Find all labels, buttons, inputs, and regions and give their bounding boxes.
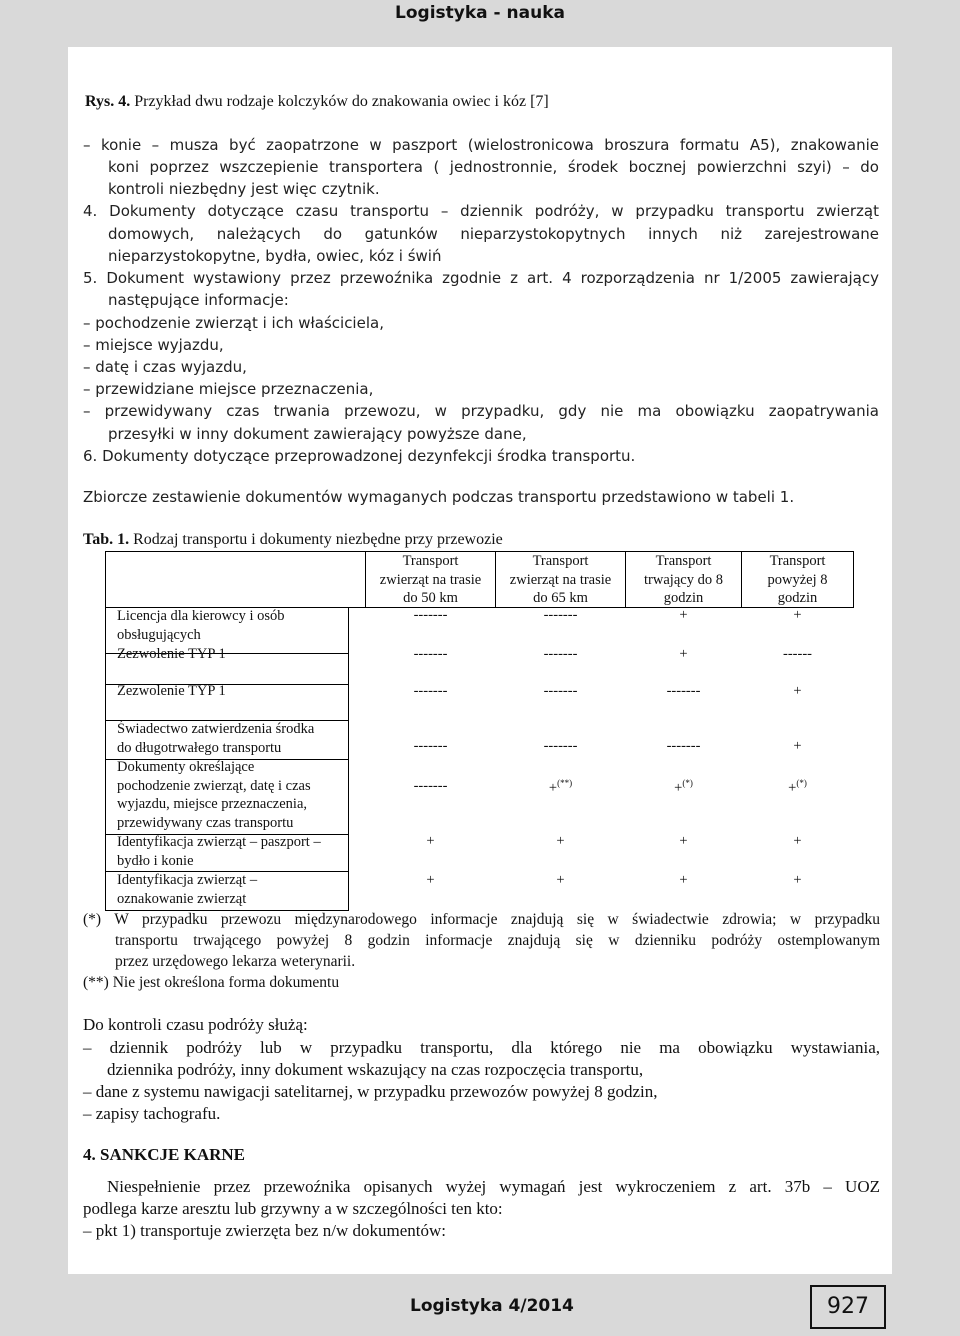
paragraph-horses-line-3: kontroli niezbędny jest więc czytnik. [108,180,380,198]
row-7-col-3: + [679,872,688,888]
paragraph-horses-line-1: – konie – musza być zaopatrzone w paszport (wielostronicowa broszura formatu A5), znakowanie [83,136,879,154]
running-header: Logistyka - nauka [395,3,565,23]
row-3-label [117,682,226,701]
item-6: 6. Dokumenty dotyczące przeprowadzonej dezynfekcji środka transportu. [83,447,636,465]
figure-caption-text: Przykład dwu rodzaje kolczyków do znakowania owiec i kóz [7] [134,93,549,110]
section-4-line-2: podlega karze aresztu lub grzywny a w szczególności ten kto: [83,1199,503,1218]
row-3-label-line-1: Zezwolenie TYP 1 [117,683,226,699]
row-4-col-2: ------- [543,738,578,754]
row-1-col-3: + [679,607,688,623]
item-4-line-1: 4. Dokumenty dotyczące czasu transportu – dziennik podróży, w przypadku transportu zwierząt [83,202,879,220]
header-2-line-2: zwierząt na trasie [509,571,612,588]
header-3-line-2: trwający do 8 [644,571,723,588]
item-5-line-2: następujące informacje: [108,291,289,309]
row-2-col-2: ------- [543,646,578,662]
row-5-col-2-value: + [548,779,558,796]
footnote-1-line-2: transportu trwającego powyżej 8 godzin informacje znajdują się w dzienniku podróży ostemplowanym [115,932,880,949]
control-line-2: dziennika podróży, inny dokument wskazujący na czas rozpoczęcia transportu, [107,1060,644,1079]
control-line-1: – dziennik podróży lub w przypadku transportu, dla którego nie ma obowiązku wystawiania, [83,1038,880,1057]
row-6-label-line-1: Identyfikacja zwierząt – paszport – [117,834,321,850]
row-6-label-line-2: bydło i konie [117,852,194,869]
table-header-col-4-text [741,552,854,608]
row-6-col-3: + [679,833,688,849]
section-4-heading: 4. SANKCJE KARNE [83,1145,245,1164]
row-7-label-line-2: oznakowanie zwierząt [117,890,247,907]
row-1-col-1: ------- [413,607,448,623]
item-4-line-3: nieparzystokopytne, bydła, owiec, kóz i świń [108,247,442,265]
paragraph-horses-line-2: koni poprzez wszczepienie transportera ( jednostronnie, środek bocznej powierzchni szyi) – do [108,158,879,176]
row-1-label-line-1: Licencja dla kierowcy i osób [117,608,285,624]
figure-caption [85,93,549,111]
item-5-list-3: – datę i czas wyjazdu, [83,358,247,376]
header-2-line-3: do 65 km [533,590,588,606]
row-6-col-1: + [426,833,435,849]
row-5-label-line-2: pochodzenie zwierząt, datę i czas [117,777,311,794]
row-5-col-4-footnote-mark: (*) [796,778,807,788]
footnote-1-line-1: (*) W przypadku przewozu międzynarodowego informacje znajdują się w świadectwie zdrowia; w przypadku [83,911,880,928]
header-3-line-1: Transport [655,553,712,569]
row-6-col-4: + [793,833,802,849]
row-6-col-2: + [556,833,565,849]
journal-footer: Logistyka 4/2014 [410,1296,574,1316]
row-5-label [117,758,311,832]
row-7-col-1: + [426,872,435,888]
header-4-line-2: powyżej 8 [767,571,828,588]
row-2-col-4: ------ [783,646,812,662]
item-4-line-2: domowych, należących do gatunków nieparzystokopytnych innych niż zarejestrowane [108,225,879,243]
row-5-label-line-4: przewidywany czas transportu [117,814,294,831]
item-5-list-5-cont: przesyłki w inny dokument zawierający powyższe dane, [108,425,527,443]
section-4-line-3: – pkt 1) transportuje zwierzęta bez n/w dokumentów: [83,1221,447,1240]
row-1-col-4: + [793,607,802,623]
item-5-line-1: 5. Dokument wystawiony przez przewoźnika zgodnie z art. 4 rozporządzenia nr 1/2005 zawierający [83,269,879,287]
footnote-2: (**) Nie jest określona forma dokumentu [83,974,340,991]
row-4-label-line-1: Świadectwo zatwierdzenia środka [117,721,315,737]
table-caption-label: Tab. 1. [83,531,130,548]
header-4-line-1: Transport [769,553,826,569]
row-2-col-3: + [679,646,688,662]
row-4-col-3: ------- [666,738,701,754]
header-2-line-1: Transport [532,553,589,569]
control-intro: Do kontroli czasu podróży służą: [83,1015,308,1034]
row-3-col-1: ------- [413,683,448,699]
row-3-col-4: + [793,683,802,699]
row-4-col-4: + [793,738,802,754]
table-header-col-1-text [365,552,496,608]
page-number: 927 [810,1285,886,1329]
row-4-col-1: ------- [413,738,448,754]
item-5-list-2: – miejsce wyjazdu, [83,336,224,354]
row-1-label [117,607,285,644]
row-7-col-4: + [793,872,802,888]
row-5-col-3-footnote-mark: (*) [682,778,693,788]
row-5-col-2-footnote-mark: (**) [557,778,573,788]
item-5-list-1: – pochodzenie zwierząt i ich właściciela, [83,314,384,332]
row-5-col-2 [495,778,626,797]
header-1-line-2: zwierząt na trasie [379,571,482,588]
item-5-list-5: – przewidywany czas trwania przewozu, w przypadku, gdy nie ma obowiązku zaopatrywania [83,402,879,420]
footnote-1-line-3: przez urzędowego lekarza weterynarii. [115,953,356,970]
row-5-col-3-value: + [674,779,683,796]
row-7-col-2: + [556,872,565,888]
control-line-4: – zapisy tachografu. [83,1104,221,1123]
item-5-list-4: – przewidziane miejsce przeznaczenia, [83,380,374,398]
row-6-label [117,833,321,870]
row-5-col-1: ------- [413,778,448,794]
row-1-label-line-2: obsługujących [117,626,201,643]
row-5-col-3 [625,778,742,797]
row-5-col-4-value: + [788,779,797,796]
table-header-col-3-text [625,552,742,608]
row-4-label [117,720,314,757]
figure-caption-label: Rys. 4. [85,93,131,110]
header-1-line-1: Transport [402,553,459,569]
row-2-col-1: ------- [413,646,448,662]
row-5-label-line-3: wyjazdu, miejsce przeznaczenia, [117,796,308,812]
row-5-label-line-1: Dokumenty określające [117,759,255,775]
row-2-label [117,645,226,664]
table-header-col-2-text [495,552,626,608]
row-1-col-2: ------- [543,607,578,623]
row-7-label-line-1: Identyfikacja zwierząt – [117,872,258,888]
row-3-col-3: ------- [666,683,701,699]
header-3-line-3: godzin [663,590,704,606]
table-corner-cell [105,551,366,608]
table-caption-text: Rodzaj transportu i dokumenty niezbędne przy przewozie [133,531,503,548]
row-7-label [117,871,257,908]
section-4-line-1: Niespełnienie przez przewoźnika opisanych wyżej wymagań jest wykroczeniem z art. 37b – UOZ [107,1177,880,1196]
control-line-3: – dane z systemu nawigacji satelitarnej, w przypadku przewozów powyżej 8 godzin, [83,1082,658,1101]
row-2-label-line-1: Zezwolenie TYP 1 [117,646,226,662]
page-body [68,47,892,1274]
header-4-line-3: godzin [777,590,818,606]
table-caption [83,531,503,549]
row-5-col-4 [741,778,854,797]
row-4-label-line-2: do długotrwałego transportu [117,739,282,756]
header-1-line-3: do 50 km [403,590,458,606]
summary-sentence: Zbiorcze zestawienie dokumentów wymaganych podczas transportu przedstawiono w tabeli 1. [83,488,795,506]
row-3-col-2: ------- [543,683,578,699]
